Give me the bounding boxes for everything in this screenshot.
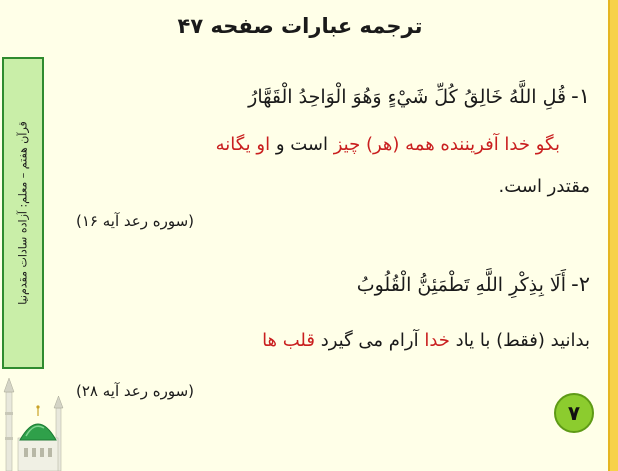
verse1-translation-line2: مقتدر است. — [498, 176, 590, 197]
translation2-khoda: خدا — [424, 330, 450, 351]
translation-seg-chiz: چیز — [333, 134, 361, 155]
translation-seg-yegane: او یگانه — [215, 134, 271, 155]
verse1-line — [248, 84, 590, 108]
verse2-number: ۲- — [571, 272, 590, 296]
translation2-seg1: بدانید (فقط) با یاد — [449, 330, 590, 351]
mosque-illustration — [0, 372, 70, 471]
translation2-qalb: قلب ها — [262, 330, 315, 351]
verse2-reference: (سوره رعد آیه ۲۸) — [76, 382, 195, 400]
verse1-reference: (سوره رعد آیه ۱۶) — [76, 212, 195, 230]
verse1-number: ۱- — [571, 84, 590, 108]
verse1-arabic: قُلِ اللَّهُ خَالِقُ كُلِّ شَيْءٍ وَهُوَ الْوَاحِدُ الْقَهَّارُ — [248, 86, 567, 108]
accent-strip — [608, 0, 618, 471]
translation2-seg3: آرام می گیرد — [315, 330, 425, 351]
sidebar-credit-box — [2, 57, 44, 369]
verse1-translation-line1 — [216, 134, 560, 155]
verse2-line — [357, 272, 590, 296]
sidebar-credit-text: قرآن هفتم – معلم: آزاده سادات مقدم‌نیا — [16, 121, 30, 305]
verse2-translation — [262, 330, 590, 351]
translation-seg-khoda: خدا آفریننده همه (هر) — [365, 134, 531, 155]
page-title: ترجمه عبارات صفحه ۴۷ — [177, 14, 423, 38]
page-number-badge: ۷ — [554, 393, 594, 433]
verse2-arabic: أَلَا بِذِكْرِ اللَّهِ تَطْمَئِنُّ الْقُلُوبُ — [356, 274, 567, 296]
translation-seg-bogo: بگو — [535, 134, 560, 155]
translation-seg-ast: است و — [270, 134, 334, 155]
